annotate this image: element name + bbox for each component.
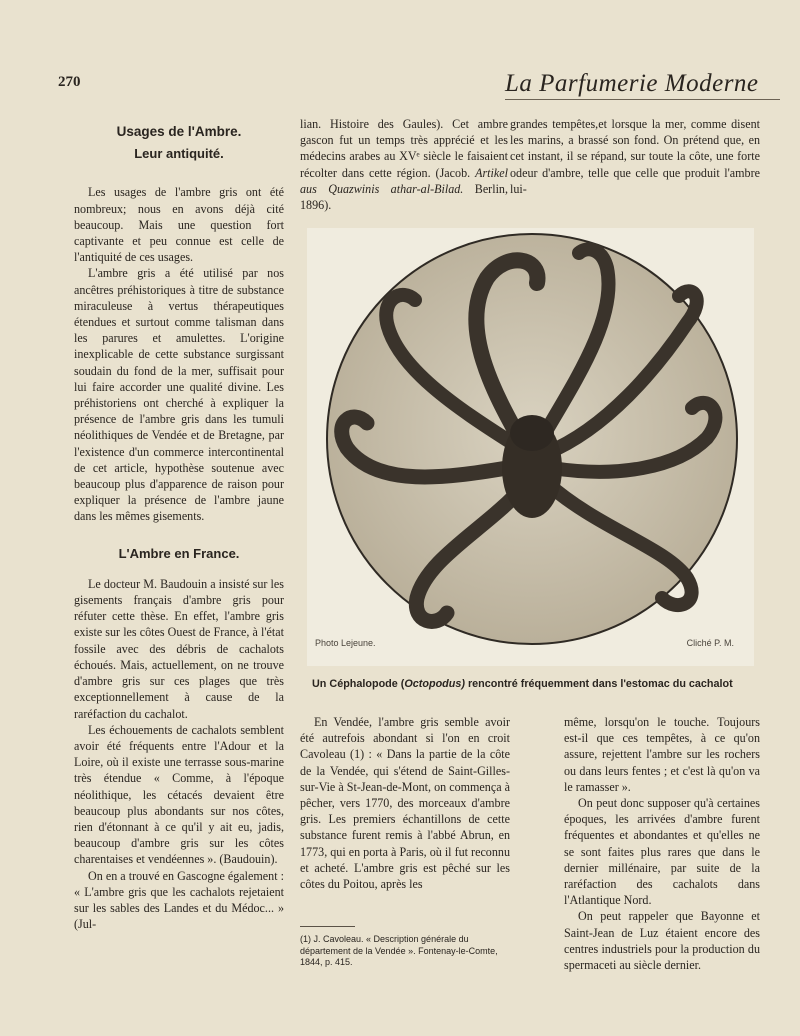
paragraph: Les échouements de cachalots semblent avoir été fréquents entre l'Adour et la Loire, où il existe une terrasse sous-marine très étendue « Comme, à l'époque néolithique, les cétacés devaient être beaucoup plus abondants sur nos côtes, rien d'étonnant à ce qu'il y ait eu, jadis, beaucoup d'ambre gris sur les côtes charentaises et vendéennes ». (Baudouin). (74, 722, 284, 867)
column-right-bottom (564, 714, 760, 973)
paragraph: En Vendée, l'ambre gris semble avoir été autrefois abondant si l'on en croit Cavoleau (1) : « Dans la partie de la côte de la Vendée, qui s'étend de Saint-Gilles-sur-Vie à St-Jean-de-Mont, on commença à pêcher, vers 1770, des morceaux d'ambre gris. Les premiers échantillons de cette substance furent remis à l'abbé Abrun, en 1773, qui en porta à Paris, où il fut reconnu et acheté. L'ambre gris est pêché sur les côtes du Poitou, après les (300, 715, 510, 892)
paragraph (300, 116, 508, 213)
caption-text: rencontré fréquemment dans l'estomac du cachalot (464, 678, 733, 690)
octopus-illustration (307, 228, 754, 666)
cliche-credit: Cliché P. M. (686, 638, 734, 648)
paragraph: Le docteur M. Baudouin a insisté sur les gisements français d'ambre gris pour réfuter cette thèse. En effet, l'ambre gris existe sur les côtes Ouest de France, à l'état fossile avec des débris de cachalots échoués. Mais, actuellement, on ne trouve d'ambre gris sur ces plages que très exceptionnellement à cause de la raréfaction du cachalot. (74, 576, 284, 721)
text-run: Berlin, 1896). (300, 181, 508, 213)
figure-caption (312, 678, 762, 690)
paragraph: L'ambre gris a été utilisé par nos ancêtres préhistoriques à titre de substance miraculeuse à vertus thérapeutiques étendues et surtout comme talisman dans les parures et amulettes. L'origine inexplicable de cette substance surgissant soudain du fond de la mer, suffisait pour lui faire accorder une qualité divine. Les préhistoriens ont cherché à expliquer la présence de l'ambre gris dans les tumuli néolithiques de Vendée et de Bretagne, par l'existence d'un commerce intercontinental de cet article, hypothèse soutenue avec beaucoup plus d'apparence de raison pour expliquer la présence de l'ambre jaune dans les mêmes gisements. (74, 266, 284, 524)
caption-species: Octopodus) (404, 678, 465, 690)
footnote: (1) J. Cavoleau. « Description générale du département de la Vendée ». Fontenay-le-Comte, 1844, p. 415. (300, 934, 498, 967)
column-left (74, 124, 284, 932)
text-run: lian. Histoire des Gaules). Cet ambre gascon fut un temps très apprécié et les médecins arabes au XVᵉ siècle le faisaient récolter dans cette région. (Jacob. (300, 117, 508, 180)
footnote-rule (300, 926, 355, 927)
column-right-top (510, 116, 760, 197)
page-number: 270 (58, 74, 81, 90)
section-heading-ambre-france: L'Ambre en France. (118, 545, 240, 561)
column-middle-bottom (300, 714, 510, 892)
paragraph: grandes tempêtes,et lorsque la mer, comme disent les marins, a brassé son fond. On prétend que, en cet instant, il se répand, sur toute la côte, une forte odeur d'ambre, telle que celle que produit l'ambre lui- (510, 117, 760, 196)
column-middle-top (300, 116, 508, 213)
journal-masthead: La Parfumerie Moderne (505, 70, 759, 97)
octopus-photograph (307, 228, 754, 666)
paragraph: On peut donc supposer qu'à certaines époques, les arrivées d'ambre furent fréquentes et abondantes et qu'elles ne se sont faites plus rares que dans le dernier millénaire, par suite de la raréfaction des cachalots dans l'Atlantique Nord. (564, 796, 760, 908)
paragraph: On en a trouvé en Gascogne également : « L'ambre gris que les cachalots rejetaient sur les sables des Landes et du Médoc... » (Jul- (74, 868, 284, 932)
citation-title: Artikel aus Quazwinis athar-al-Bilad. (300, 165, 508, 196)
photo-credit: Photo Lejeune. (315, 638, 376, 648)
section-subheading-antiquite: Leur antiquité. (134, 146, 224, 162)
caption-text: Un Céphalopode ( (312, 678, 405, 690)
paragraph: Les usages de l'ambre gris ont été nombreux; nous en avons déjà cité beaucoup. Mais une question fort captivante et peu connue est celle de l'antiquité de ces usages. (74, 185, 284, 265)
paragraph: On peut rappeler que Bayonne et Saint-Jean de Luz étaient encore des centres industriels pour la production du spermaceti au siècle dernier. (564, 909, 760, 973)
paragraph: même, lorsqu'on le touche. Toujours est-il que ces tempêtes, à ce qu'on assure, rejettent l'ambre sur les rochers ou dans leurs fentes ; et c'est là qu'on va le ramasser ». (564, 715, 760, 794)
masthead-rule (505, 99, 780, 100)
section-heading-usages: Usages de l'Ambre. (116, 124, 242, 139)
